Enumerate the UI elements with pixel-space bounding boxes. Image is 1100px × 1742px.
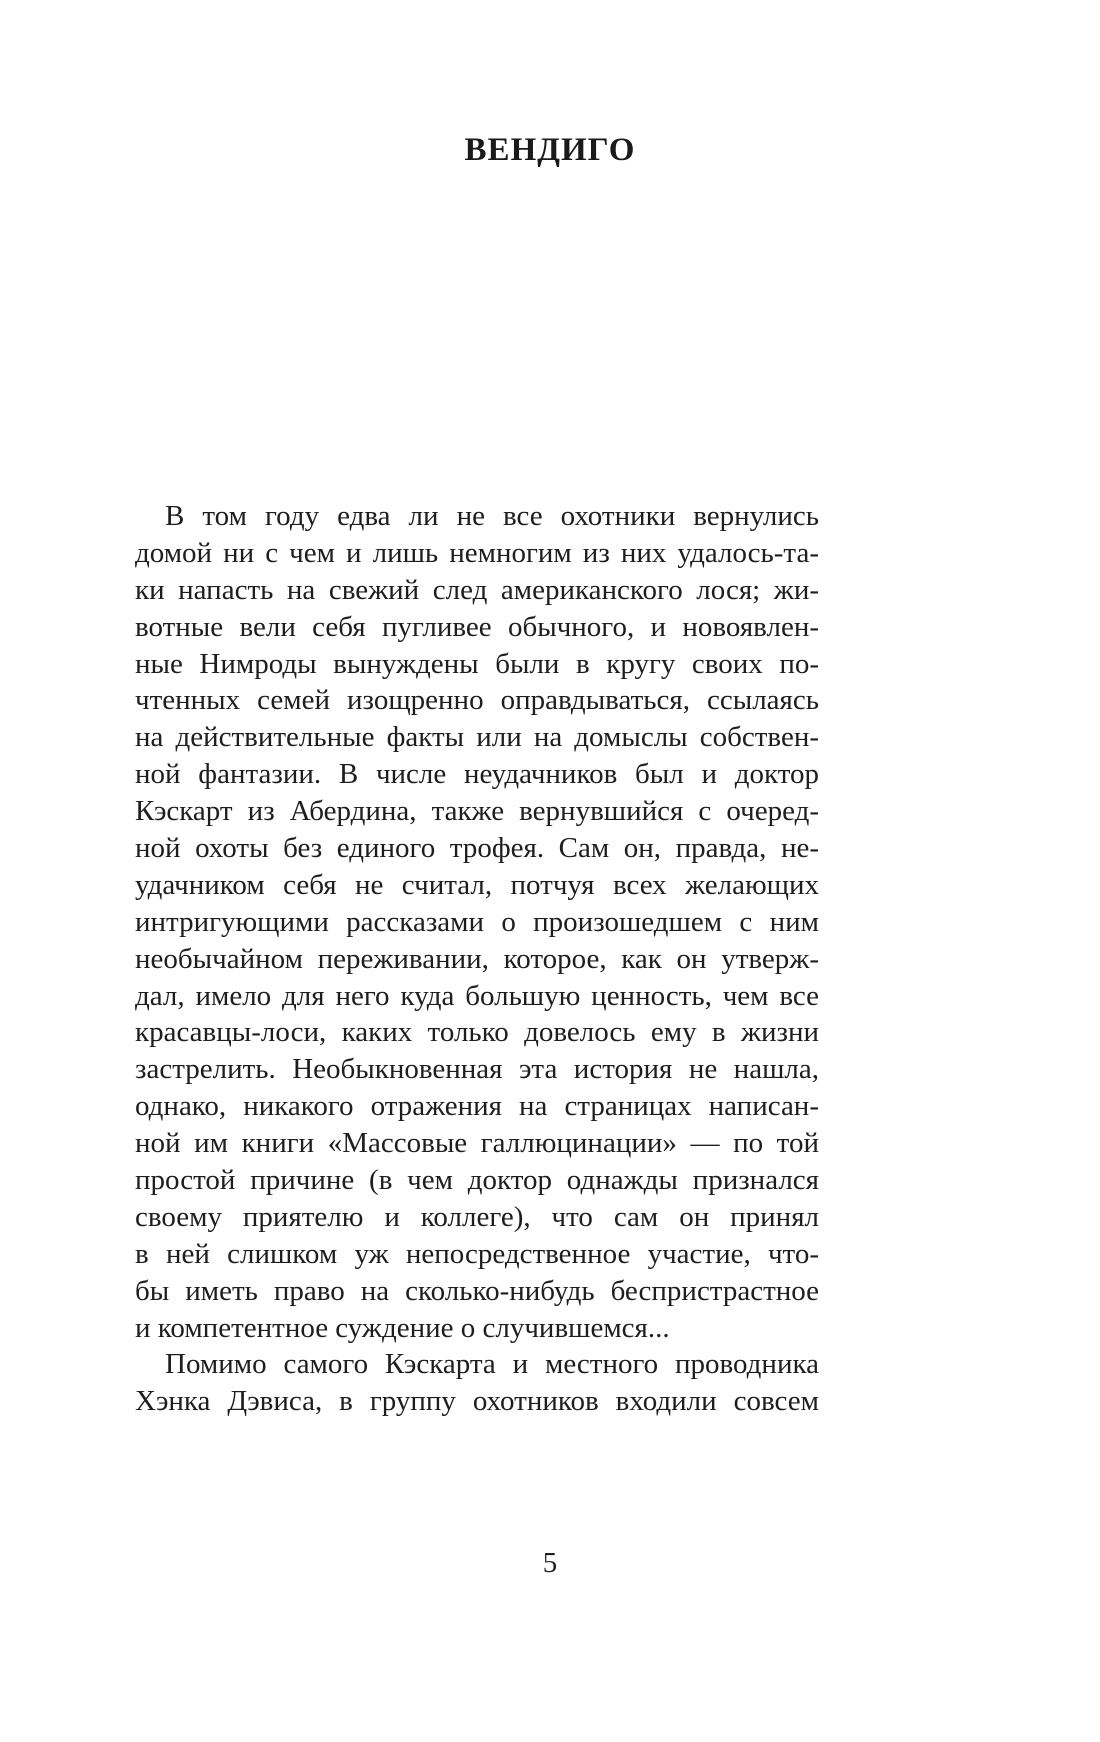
text-line: интригующими рассказами о произошедшем с ним <box>135 905 819 938</box>
text-line: Хэнка Дэвиса, в группу охотников входили совсем <box>135 1385 819 1418</box>
text-line: домой ни с чем и лишь немногим из них удалось-та- <box>135 536 819 569</box>
text-line: застрелить. Необыкновенная эта история не нашла, <box>135 1053 819 1086</box>
text-line: ной охоты без единого трофея. Сам он, правда, не- <box>135 832 819 865</box>
text-line: ной им книги «Массовые галлюцинации» — по той <box>135 1127 819 1160</box>
text-line: красавцы-лоси, каких только довелось ему в жизни <box>135 1016 819 1049</box>
text-line: В том году едва ли не все охотники вернулись <box>165 500 819 532</box>
text-line: удачником себя не считал, потчуя всех желающих <box>135 868 819 901</box>
text-line: на действительные факты или на домыслы собствен- <box>135 721 819 754</box>
text-line: Помимо самого Кэскарта и местного проводника <box>165 1348 819 1381</box>
text-line: простой причине (в чем доктор однажды признался <box>135 1164 819 1197</box>
text-line: Кэскарт из Абердина, также вернувшийся с очеред- <box>135 795 819 828</box>
text-line: ные Нимроды вынуждены были в кругу своих по- <box>135 647 819 680</box>
text-line: ки напасть на свежий след американского лося; жи- <box>135 573 819 606</box>
text-line: необычайном переживании, которое, как он утверж- <box>135 942 819 975</box>
text-line: вотные вели себя пугливее обычного, и новоявлен- <box>135 610 819 643</box>
text-line: своему приятелю и коллеге), что сам он принял <box>135 1200 819 1233</box>
page-number: 5 <box>542 1547 558 1579</box>
text-line: дал, имело для него куда большую ценность, чем все <box>135 979 819 1012</box>
text-line: ной фантазии. В числе неудачников был и доктор <box>135 758 819 791</box>
text-line: чтенных семей изощренно оправдываться, ссылаясь <box>135 684 819 717</box>
chapter-title: ВЕНДИГО <box>464 132 636 168</box>
text-line: в ней слишком уж непосредственное участие, что- <box>135 1237 819 1270</box>
text-line: и компетентное суждение о случившемся... <box>135 1311 670 1344</box>
body-text <box>135 498 819 1420</box>
text-line: бы иметь право на сколько-нибудь беспристрастное <box>135 1274 819 1307</box>
text-line: однако, никакого отражения на страницах написан- <box>135 1090 819 1123</box>
